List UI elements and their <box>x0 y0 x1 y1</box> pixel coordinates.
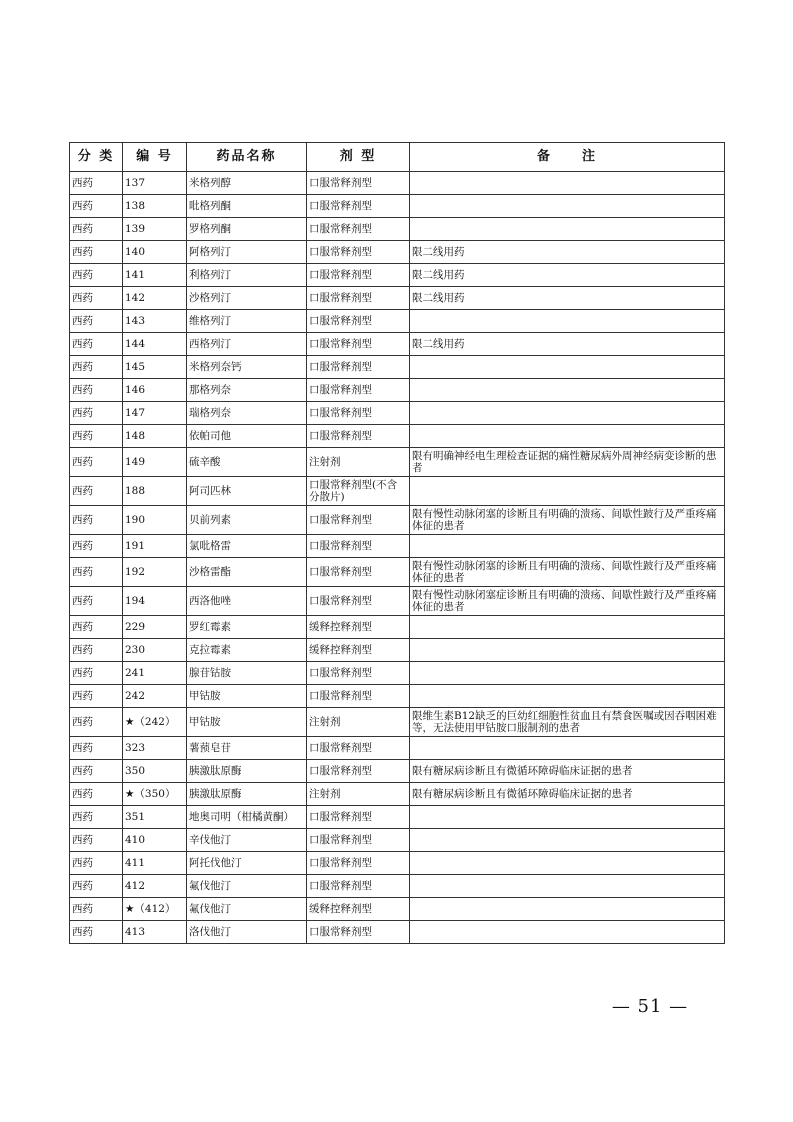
cell-category: 西药 <box>70 333 123 356</box>
cell-number: 137 <box>123 172 187 195</box>
table-row <box>70 218 725 241</box>
cell-drug-name: 贝前列素 <box>187 506 307 535</box>
cell-drug-name: 瑞格列奈 <box>187 402 307 425</box>
cell-dosage-form: 口服常释剂型 <box>307 402 410 425</box>
cell-number: 411 <box>123 852 187 875</box>
table-row <box>70 898 725 921</box>
cell-dosage-form: 口服常释剂型 <box>307 737 410 760</box>
cell-remarks <box>410 616 725 639</box>
cell-category: 西药 <box>70 921 123 944</box>
cell-remarks <box>410 829 725 852</box>
cell-dosage-form: 缓释控释剂型 <box>307 898 410 921</box>
cell-dosage-form: 口服常释剂型 <box>307 535 410 558</box>
cell-number: 351 <box>123 806 187 829</box>
cell-number: 241 <box>123 662 187 685</box>
cell-dosage-form: 口服常释剂型 <box>307 379 410 402</box>
cell-remarks <box>410 356 725 379</box>
cell-number: 413 <box>123 921 187 944</box>
table-row <box>70 535 725 558</box>
table-row <box>70 241 725 264</box>
drug-list-table <box>69 142 725 944</box>
cell-drug-name: 薯蓣皂苷 <box>187 737 307 760</box>
cell-remarks <box>410 875 725 898</box>
cell-drug-name: 地奥司明（柑橘黄酮） <box>187 806 307 829</box>
cell-dosage-form: 注射剂 <box>307 708 410 737</box>
header-dosage-form: 剂 型 <box>307 143 410 172</box>
cell-remarks <box>410 685 725 708</box>
cell-drug-name: 氟伐他汀 <box>187 898 307 921</box>
table-row <box>70 402 725 425</box>
cell-category: 西药 <box>70 737 123 760</box>
table-row <box>70 708 725 737</box>
table-row <box>70 356 725 379</box>
cell-remarks <box>410 477 725 506</box>
cell-remarks <box>410 737 725 760</box>
cell-number: 143 <box>123 310 187 333</box>
table-row <box>70 875 725 898</box>
cell-drug-name: 氯吡格雷 <box>187 535 307 558</box>
cell-remarks: 限二线用药 <box>410 287 725 310</box>
cell-number: 142 <box>123 287 187 310</box>
cell-dosage-form: 口服常释剂型 <box>307 921 410 944</box>
cell-category: 西药 <box>70 535 123 558</box>
cell-number: ★（412） <box>123 898 187 921</box>
cell-dosage-form: 缓释控释剂型 <box>307 616 410 639</box>
table-row <box>70 616 725 639</box>
cell-category: 西药 <box>70 662 123 685</box>
table-row <box>70 639 725 662</box>
cell-remarks <box>410 425 725 448</box>
cell-dosage-form: 注射剂 <box>307 783 410 806</box>
cell-dosage-form: 口服常释剂型 <box>307 310 410 333</box>
cell-category: 西药 <box>70 708 123 737</box>
table-row <box>70 685 725 708</box>
cell-number: 139 <box>123 218 187 241</box>
cell-category: 西药 <box>70 241 123 264</box>
cell-dosage-form: 口服常释剂型 <box>307 241 410 264</box>
cell-number: 145 <box>123 356 187 379</box>
cell-category: 西药 <box>70 783 123 806</box>
cell-drug-name: 甲钴胺 <box>187 685 307 708</box>
table-row <box>70 737 725 760</box>
cell-number: 412 <box>123 875 187 898</box>
table-row <box>70 921 725 944</box>
cell-number: 350 <box>123 760 187 783</box>
cell-number: 188 <box>123 477 187 506</box>
cell-number: 149 <box>123 448 187 477</box>
table-row <box>70 783 725 806</box>
cell-drug-name: 罗格列酮 <box>187 218 307 241</box>
cell-number: ★（350） <box>123 783 187 806</box>
cell-category: 西药 <box>70 898 123 921</box>
cell-dosage-form: 口服常释剂型 <box>307 662 410 685</box>
cell-category: 西药 <box>70 172 123 195</box>
cell-drug-name: 胰激肽原酶 <box>187 760 307 783</box>
cell-drug-name: 阿托伐他汀 <box>187 852 307 875</box>
table-row <box>70 806 725 829</box>
cell-drug-name: 胰激肽原酶 <box>187 783 307 806</box>
cell-dosage-form: 口服常释剂型 <box>307 760 410 783</box>
cell-drug-name: 辛伐他汀 <box>187 829 307 852</box>
cell-dosage-form: 口服常释剂型 <box>307 425 410 448</box>
cell-remarks: 限二线用药 <box>410 241 725 264</box>
cell-drug-name: 硫辛酸 <box>187 448 307 477</box>
cell-drug-name: 西格列汀 <box>187 333 307 356</box>
table-row <box>70 310 725 333</box>
table-row <box>70 558 725 587</box>
cell-dosage-form: 口服常释剂型 <box>307 587 410 616</box>
cell-category: 西药 <box>70 806 123 829</box>
cell-remarks: 限二线用药 <box>410 333 725 356</box>
cell-drug-name: 阿司匹林 <box>187 477 307 506</box>
cell-category: 西药 <box>70 852 123 875</box>
table-row <box>70 172 725 195</box>
cell-remarks: 限有慢性动脉闭塞症诊断且有明确的溃疡、间歇性跛行及严重疼痛体征的患者 <box>410 587 725 616</box>
cell-dosage-form: 口服常释剂型 <box>307 264 410 287</box>
cell-drug-name: 罗红霉素 <box>187 616 307 639</box>
table-row <box>70 195 725 218</box>
cell-remarks: 限二线用药 <box>410 264 725 287</box>
cell-number: 146 <box>123 379 187 402</box>
cell-remarks <box>410 535 725 558</box>
cell-remarks: 限有明确神经电生理检查证据的痛性糖尿病外周神经病变诊断的患者 <box>410 448 725 477</box>
cell-dosage-form: 口服常释剂型 <box>307 287 410 310</box>
table-row <box>70 264 725 287</box>
cell-category: 西药 <box>70 477 123 506</box>
table-row <box>70 829 725 852</box>
cell-category: 西药 <box>70 218 123 241</box>
table-row <box>70 448 725 477</box>
cell-number: 230 <box>123 639 187 662</box>
cell-drug-name: 沙格列汀 <box>187 287 307 310</box>
cell-dosage-form: 口服常释剂型 <box>307 195 410 218</box>
cell-number: 323 <box>123 737 187 760</box>
table-header-row <box>70 143 725 172</box>
cell-category: 西药 <box>70 875 123 898</box>
cell-drug-name: 沙格雷酯 <box>187 558 307 587</box>
cell-number: 191 <box>123 535 187 558</box>
cell-remarks <box>410 639 725 662</box>
cell-remarks <box>410 310 725 333</box>
cell-category: 西药 <box>70 506 123 535</box>
cell-drug-name: 吡格列酮 <box>187 195 307 218</box>
cell-remarks: 限有糖尿病诊断且有微循环障碍临床证据的患者 <box>410 760 725 783</box>
table-row <box>70 379 725 402</box>
cell-dosage-form: 口服常释剂型 <box>307 829 410 852</box>
cell-category: 西药 <box>70 264 123 287</box>
table-row <box>70 333 725 356</box>
cell-remarks <box>410 195 725 218</box>
cell-remarks: 限有慢性动脉闭塞的诊断且有明确的溃疡、间歇性跛行及严重疼痛体征的患者 <box>410 558 725 587</box>
table-row <box>70 587 725 616</box>
cell-drug-name: 阿格列汀 <box>187 241 307 264</box>
cell-number: 144 <box>123 333 187 356</box>
cell-drug-name: 甲钴胺 <box>187 708 307 737</box>
cell-category: 西药 <box>70 829 123 852</box>
cell-category: 西药 <box>70 587 123 616</box>
cell-dosage-form: 口服常释剂型 <box>307 806 410 829</box>
cell-number: 194 <box>123 587 187 616</box>
cell-remarks <box>410 379 725 402</box>
cell-remarks <box>410 806 725 829</box>
cell-number: 190 <box>123 506 187 535</box>
cell-dosage-form: 口服常释剂型 <box>307 875 410 898</box>
cell-drug-name: 洛伐他汀 <box>187 921 307 944</box>
table-row <box>70 852 725 875</box>
cell-category: 西药 <box>70 310 123 333</box>
cell-number: 148 <box>123 425 187 448</box>
cell-category: 西药 <box>70 639 123 662</box>
cell-dosage-form: 注射剂 <box>307 448 410 477</box>
cell-number: 141 <box>123 264 187 287</box>
cell-dosage-form: 口服常释剂型 <box>307 218 410 241</box>
cell-drug-name: 西洛他唑 <box>187 587 307 616</box>
cell-category: 西药 <box>70 425 123 448</box>
cell-dosage-form: 口服常释剂型 <box>307 333 410 356</box>
header-remarks: 备 注 <box>410 143 725 172</box>
cell-category: 西药 <box>70 685 123 708</box>
cell-dosage-form: 口服常释剂型 <box>307 172 410 195</box>
cell-drug-name: 米格列奈钙 <box>187 356 307 379</box>
cell-remarks <box>410 898 725 921</box>
cell-category: 西药 <box>70 558 123 587</box>
table-row <box>70 760 725 783</box>
cell-remarks: 限有慢性动脉闭塞的诊断且有明确的溃疡、间歇性跛行及严重疼痛体征的患者 <box>410 506 725 535</box>
cell-dosage-form: 口服常释剂型 <box>307 356 410 379</box>
cell-drug-name: 腺苷钴胺 <box>187 662 307 685</box>
cell-remarks <box>410 172 725 195</box>
cell-category: 西药 <box>70 195 123 218</box>
cell-drug-name: 克拉霉素 <box>187 639 307 662</box>
cell-number: 192 <box>123 558 187 587</box>
cell-drug-name: 氟伐他汀 <box>187 875 307 898</box>
cell-category: 西药 <box>70 402 123 425</box>
cell-category: 西药 <box>70 287 123 310</box>
cell-drug-name: 维格列汀 <box>187 310 307 333</box>
cell-category: 西药 <box>70 616 123 639</box>
cell-drug-name: 那格列奈 <box>187 379 307 402</box>
header-drug-name: 药品名称 <box>187 143 307 172</box>
page-number: — 51 — <box>611 996 689 1017</box>
cell-dosage-form: 口服常释剂型 <box>307 685 410 708</box>
table-row <box>70 506 725 535</box>
cell-number: 138 <box>123 195 187 218</box>
table-row <box>70 662 725 685</box>
cell-dosage-form: 口服常释剂型 <box>307 558 410 587</box>
header-category: 分 类 <box>70 143 123 172</box>
cell-dosage-form: 缓释控释剂型 <box>307 639 410 662</box>
cell-drug-name: 依帕司他 <box>187 425 307 448</box>
cell-number: 229 <box>123 616 187 639</box>
cell-remarks <box>410 402 725 425</box>
cell-remarks <box>410 921 725 944</box>
cell-category: 西药 <box>70 379 123 402</box>
cell-number: ★（242） <box>123 708 187 737</box>
cell-remarks: 限维生素B12缺乏的巨幼红细胞性贫血且有禁食医嘱或因吞咽困难等，无法使用甲钴胺口服制剂的患者 <box>410 708 725 737</box>
cell-dosage-form: 口服常释剂型 <box>307 852 410 875</box>
header-number: 编 号 <box>123 143 187 172</box>
cell-dosage-form: 口服常释剂型(不含分散片) <box>307 477 410 506</box>
cell-remarks <box>410 662 725 685</box>
cell-remarks: 限有糖尿病诊断且有微循环障碍临床证据的患者 <box>410 783 725 806</box>
cell-drug-name: 利格列汀 <box>187 264 307 287</box>
cell-number: 140 <box>123 241 187 264</box>
cell-category: 西药 <box>70 448 123 477</box>
cell-category: 西药 <box>70 760 123 783</box>
table-row <box>70 287 725 310</box>
cell-remarks <box>410 852 725 875</box>
cell-dosage-form: 口服常释剂型 <box>307 506 410 535</box>
cell-remarks <box>410 218 725 241</box>
table-row <box>70 425 725 448</box>
cell-category: 西药 <box>70 356 123 379</box>
cell-number: 147 <box>123 402 187 425</box>
table-row <box>70 477 725 506</box>
cell-number: 410 <box>123 829 187 852</box>
cell-number: 242 <box>123 685 187 708</box>
cell-drug-name: 米格列醇 <box>187 172 307 195</box>
